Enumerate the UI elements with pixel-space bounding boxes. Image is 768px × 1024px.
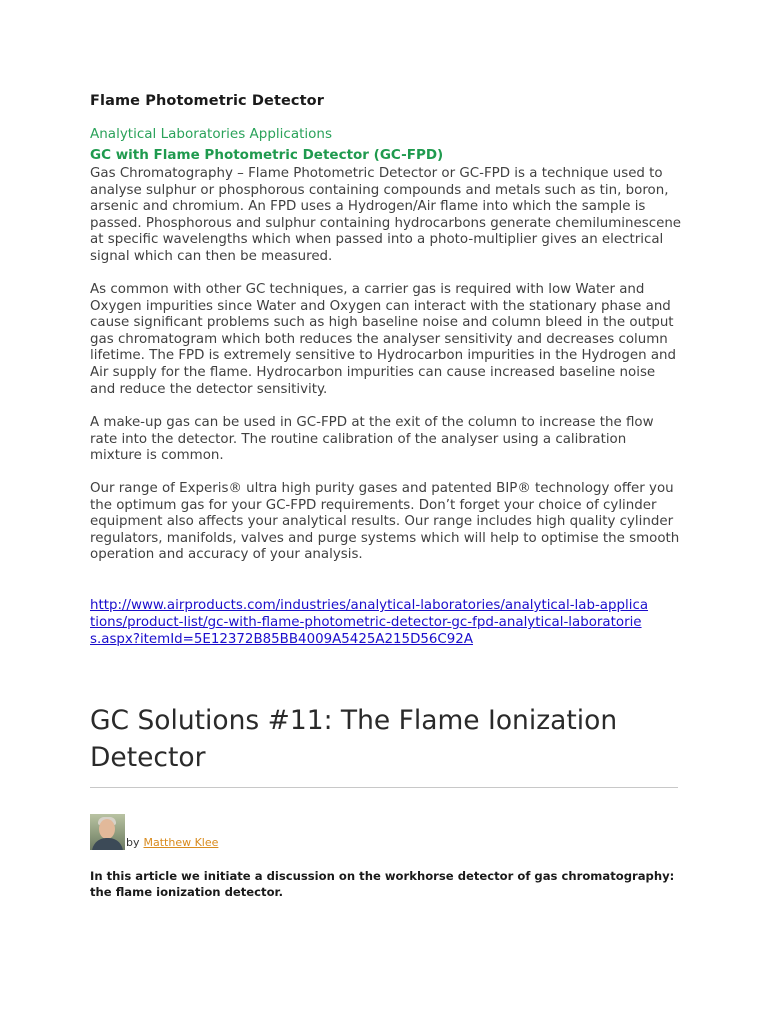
byline	[90, 812, 218, 850]
by-label: by	[126, 836, 140, 849]
section-subtitle: GC with Flame Photometric Detector (GC-FPD)	[90, 147, 444, 163]
avatar-head	[99, 819, 115, 839]
article-heading: GC Solutions #11: The Flame Ionization Detector	[90, 705, 618, 773]
paragraph-product-range: Our range of Experis® ultra high purity gases and patented BIP® technology offer you the optimum gas for your GC-FPD requirements. Don’t forget your choice of cylinder equipment also affects your analytical results. Our range includes high quality cylinder regulators, manifolds, valves and purge systems which will help to optimise the smooth operation and accuracy of your analysis.	[90, 481, 680, 563]
source-link[interactable]: http://www.airproducts.com/industries/analytical-laboratories/analytical-lab-applications/product-list/gc-with-flame-photometric-detector-gc-fpd-analytical-laboratories.aspx?itemId=5E12372B85BB4009A5425A215D56C92A	[90, 598, 649, 647]
paragraph-make-up-gas: A make-up gas can be used in GC-FPD at the exit of the column to increase the flow rate into the detector. The routine calibration of the analyser using a calibration mixture is common.	[90, 415, 654, 464]
paragraph-intro: Gas Chromatography – Flame Photometric Detector or GC-FPD is a technique used to analyse sulphur or phosphorous containing compounds and metals such as tin, boron, arsenic and chromium. An FPD uses a Hydrogen/Air flame into which the sample is passed. Phosphorous and sulphur containing hydrocarbons generate chemiluminescene at specific wavelengths which when passed into a photo-multiplier gives an electrical signal which can then be measured.	[90, 166, 682, 264]
author-link[interactable]: Matthew Klee	[143, 836, 219, 849]
author-avatar[interactable]	[90, 814, 125, 850]
paragraph-carrier-gas: As common with other GC techniques, a carrier gas is required with low Water and Oxygen impurities since Water and Oxygen can interact with the stationary phase and cause significant problems such as high baseline noise and column bleed in the output gas chromatogram which both reduces the analyser sensitivity and decreases column lifetime. The FPD is extremely sensitive to Hydrocarbon impurities in the Hydrogen and Air supply for the flame. Hydrocarbon impurities can cause increased baseline noise and reduce the detector sensitivity.	[90, 282, 677, 397]
divider	[90, 787, 678, 788]
category-label: Analytical Laboratories Applications	[90, 126, 332, 142]
document-title: Flame Photometric Detector	[90, 93, 324, 109]
avatar-shoulders	[92, 838, 123, 850]
article-intro: In this article we initiate a discussion on the workhorse detector of gas chromatography: the flame ionization detector.	[90, 869, 675, 899]
